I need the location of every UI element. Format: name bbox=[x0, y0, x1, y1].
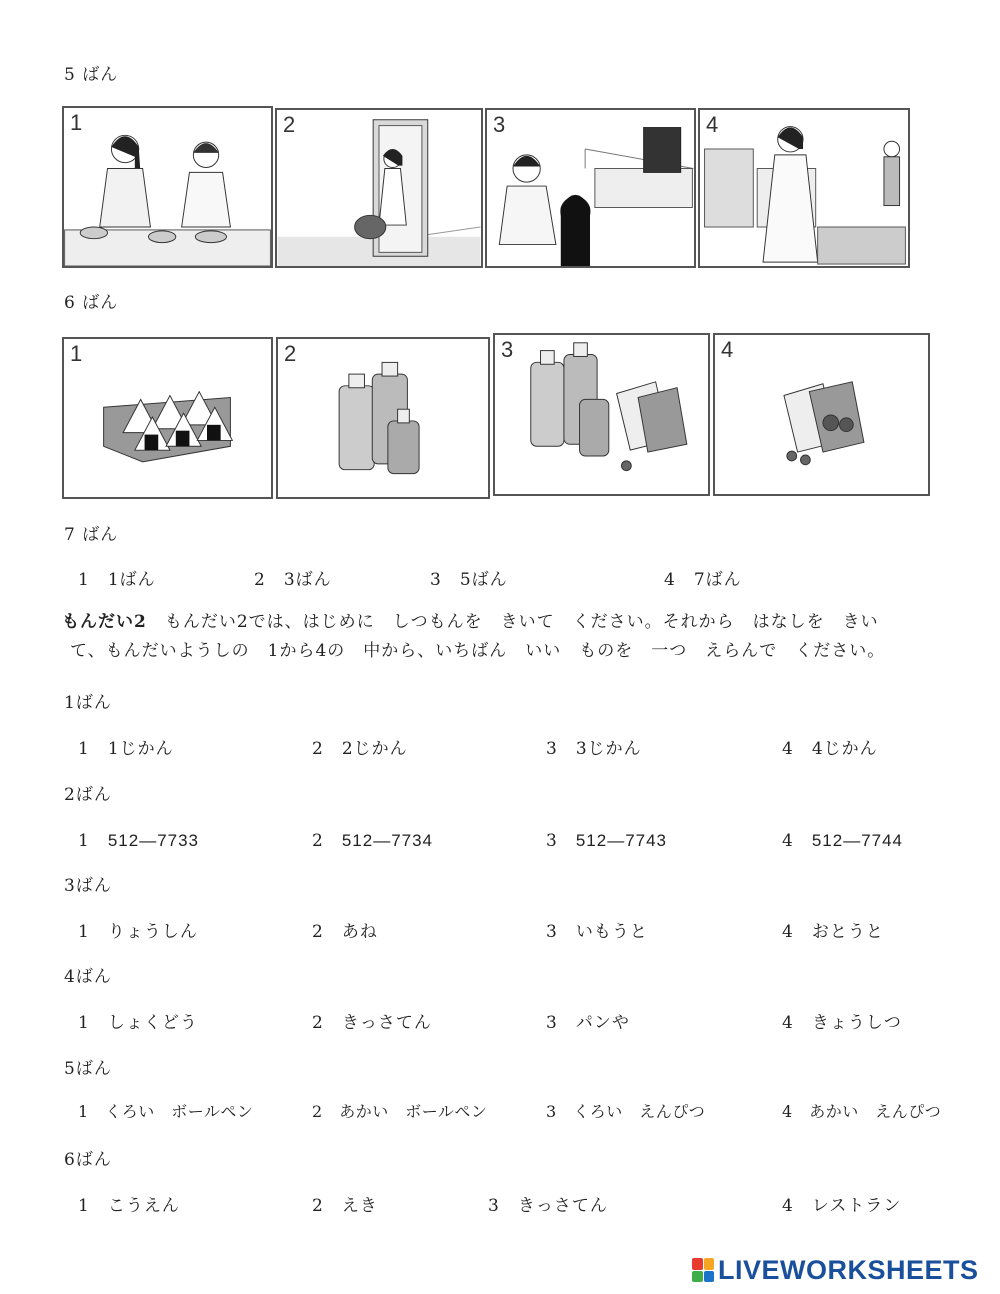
q6-panel-3[interactable] bbox=[493, 333, 710, 496]
q5-option-2[interactable]: 2 あかい ボールペン bbox=[312, 1102, 488, 1121]
drinks-illustration bbox=[278, 339, 488, 497]
question-1-label: 1ばん bbox=[64, 693, 112, 713]
mondai2-line2: て、もんだいようしの 1から4の 中から、いちばん いい ものを 一つ えらんで ください。 bbox=[70, 641, 886, 661]
drinks-and-snacks-illustration bbox=[495, 335, 708, 494]
q6-panel-1[interactable] bbox=[62, 337, 273, 499]
mondai2-heading: もんだい2 bbox=[62, 612, 147, 632]
door-scene-illustration bbox=[277, 110, 481, 266]
q4-option-1[interactable]: 1 しょくどう bbox=[78, 1013, 198, 1033]
panel-number: 1 bbox=[70, 110, 83, 135]
q6-panel-4[interactable] bbox=[713, 333, 930, 496]
question-6-label: 6ばん bbox=[64, 1150, 112, 1170]
q7-option-4[interactable]: 4 7ばん bbox=[664, 570, 742, 590]
q1-option-4[interactable]: 4 4じかん bbox=[782, 739, 878, 759]
onigiri-tray-illustration bbox=[64, 339, 271, 497]
q3-option-3[interactable]: 3 いもうと bbox=[546, 922, 648, 942]
q3-option-1[interactable]: 1 りょうしん bbox=[78, 922, 198, 942]
q2-option-4[interactable]: 4 512―7744 bbox=[782, 831, 904, 851]
q4-option-2[interactable]: 2 きっさてん bbox=[312, 1013, 432, 1033]
panel-number: 4 bbox=[706, 112, 719, 137]
q1-option-1[interactable]: 1 1じかん bbox=[78, 739, 174, 759]
q7-option-1[interactable]: 1 1ばん bbox=[78, 570, 156, 590]
q2-option-2[interactable]: 2 512―7734 bbox=[312, 831, 434, 851]
q6-option-4[interactable]: 4 レストラン bbox=[782, 1196, 902, 1216]
panel-number: 3 bbox=[501, 337, 514, 362]
q5-panel-3[interactable] bbox=[485, 108, 696, 268]
q5-label: 5 ばん bbox=[64, 65, 119, 85]
q5-panel-1[interactable] bbox=[62, 106, 273, 268]
q2-option-1[interactable]: 1 512―7733 bbox=[78, 831, 200, 851]
q1-option-2[interactable]: 2 2じかん bbox=[312, 739, 408, 759]
q5-option-4[interactable]: 4 あかい えんぴつ bbox=[782, 1102, 942, 1121]
q5-panel-4[interactable] bbox=[698, 108, 910, 268]
logo-text: LIVEWORKSHEETS bbox=[718, 1254, 979, 1285]
snacks-illustration bbox=[715, 335, 928, 494]
q6-option-1[interactable]: 1 こうえん bbox=[78, 1196, 180, 1216]
question-2-label: 2ばん bbox=[64, 785, 112, 805]
q7-option-2[interactable]: 2 3ばん bbox=[254, 570, 332, 590]
panel-number: 1 bbox=[70, 341, 83, 366]
tv-scene-illustration bbox=[487, 110, 694, 266]
liveworksheets-logo[interactable] bbox=[692, 1254, 979, 1286]
dining-scene-illustration bbox=[64, 108, 271, 266]
q3-option-4[interactable]: 4 おとうと bbox=[782, 922, 884, 942]
panel-number: 2 bbox=[283, 112, 296, 137]
q7-option-3[interactable]: 3 5ばん bbox=[430, 570, 508, 590]
q2-option-3[interactable]: 3 512―7743 bbox=[546, 831, 668, 851]
store-scene-illustration bbox=[700, 110, 908, 266]
panel-number: 2 bbox=[284, 341, 297, 366]
liveworksheets-logo-icon bbox=[692, 1258, 714, 1282]
q5-option-1[interactable]: 1 くろい ボールペン bbox=[78, 1102, 254, 1121]
panel-number: 3 bbox=[493, 112, 506, 137]
q6-label: 6 ばん bbox=[64, 293, 119, 313]
question-3-label: 3ばん bbox=[64, 876, 112, 896]
q6-option-2[interactable]: 2 えき bbox=[312, 1196, 378, 1216]
question-5-label: 5ばん bbox=[64, 1059, 112, 1079]
q5-option-3[interactable]: 3 くろい えんぴつ bbox=[546, 1102, 706, 1121]
q6-panel-2[interactable] bbox=[276, 337, 490, 499]
mondai2-instructions bbox=[62, 608, 982, 666]
q4-option-4[interactable]: 4 きょうしつ bbox=[782, 1013, 902, 1033]
question-4-label: 4ばん bbox=[64, 967, 112, 987]
q6-option-3[interactable]: 3 きっさてん bbox=[488, 1196, 608, 1216]
q4-option-3[interactable]: 3 パンや bbox=[546, 1013, 630, 1033]
q1-option-3[interactable]: 3 3じかん bbox=[546, 739, 642, 759]
q5-panel-2[interactable] bbox=[275, 108, 483, 268]
q3-option-2[interactable]: 2 あね bbox=[312, 922, 378, 942]
mondai2-line1: もんだい2では、はじめに しつもんを きいて ください。それから はなしを きい bbox=[164, 612, 879, 632]
panel-number: 4 bbox=[721, 337, 734, 362]
q7-label: 7 ばん bbox=[64, 525, 119, 545]
